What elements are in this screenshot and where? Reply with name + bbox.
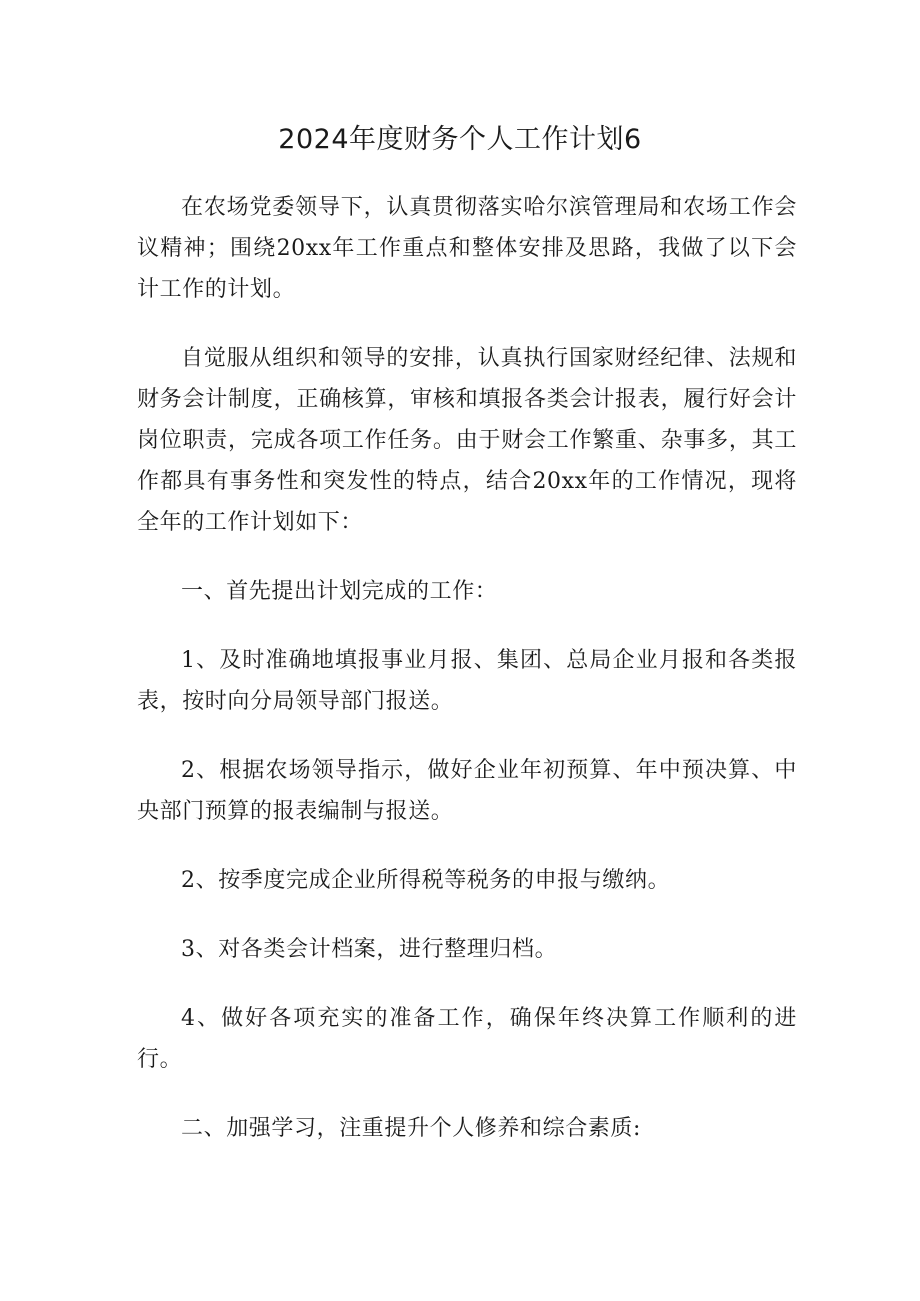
section-heading-2: 二、加强学习，注重提升个人修养和综合素质:	[181, 1116, 642, 1141]
list-item-2b: 2、按季度完成企业所得税等税务的申报与缴纳。	[181, 868, 671, 893]
document-body	[137, 187, 797, 1177]
list-item-4: 4、做好各项充实的准备工作，确保年终决算工作顺利的进行。	[137, 1006, 797, 1072]
list-item-2: 2、根据农场领导指示，做好企业年初预算、年中预决算、中央部门预算的报表编制与报送。	[137, 758, 797, 824]
paragraph-duties: 自觉服从组织和领导的安排，认真执行国家财经纪律、法规和财务会计制度，正确核算，审核和填报各类会计报表，履行好会计岗位职责，完成各项工作任务。由于财会工作繁重、杂事多，其工作都具有事务性和突发性的特点，结合20xx年的工作情况，现将全年的工作计划如下：	[137, 346, 797, 535]
list-item-1: 1、及时准确地填报事业月报、集团、总局企业月报和各类报表，按时向分局领导部门报送。	[137, 648, 797, 714]
document-title: 2024年度财务个人工作计划6	[278, 124, 642, 155]
paragraph-intro: 在农场党委领导下，认真贯彻落实哈尔滨管理局和农场工作会议精神；围绕20xx年工作重点和整体安排及思路，我做了以下会计工作的计划。	[137, 195, 797, 302]
list-item-3: 3、对各类会计档案，进行整理归档。	[181, 937, 558, 962]
section-heading-1: 一、首先提出计划完成的工作：	[181, 579, 498, 604]
